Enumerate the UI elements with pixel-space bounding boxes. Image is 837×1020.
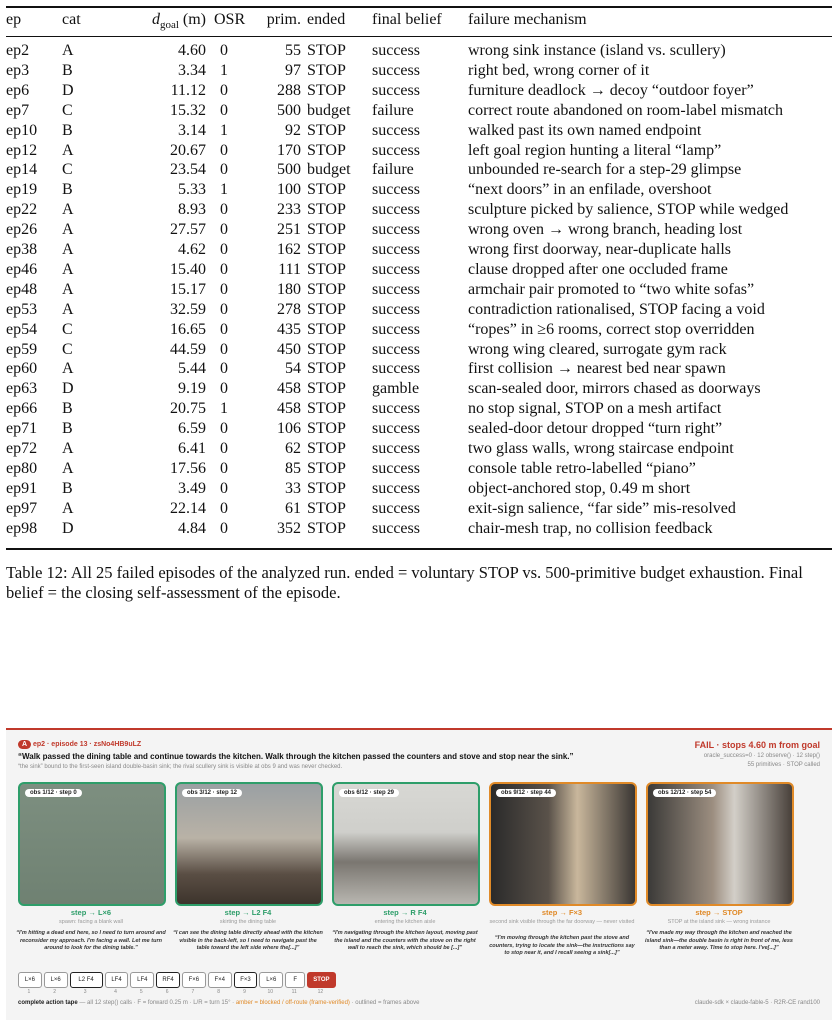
tape-step-number: 11 (291, 989, 297, 995)
figure-header: A ep2 · episode 13 · zsNo4HB9uLZ (18, 740, 141, 749)
tape-step-number: 9 (243, 989, 246, 995)
cell-failure: wrong first doorway, near-duplicate halls (468, 241, 731, 258)
table-header-rule (6, 36, 832, 37)
cell-prim: 180 (277, 280, 301, 298)
cell-prim: 500 (277, 161, 301, 179)
cell-failure: correct route abandoned on room-label mismatch (468, 101, 783, 119)
cell-ended: STOP (307, 320, 346, 338)
cell-osr: 0 (220, 499, 228, 517)
header-prim: prim. (266, 11, 301, 28)
cell-ep: ep54 (6, 320, 38, 338)
cell-final-belief: success (372, 121, 420, 139)
cell-ended: STOP (307, 420, 346, 438)
frame-tag: obs 1/12 · step 0 (25, 789, 82, 797)
cell-cat: B (62, 400, 73, 418)
table-row (6, 121, 832, 141)
cell-ended: STOP (307, 459, 346, 477)
cell-cat: D (62, 380, 74, 398)
cell-failure: two glass walls, wrong staircase endpoint (468, 440, 734, 457)
cell-final-belief: success (372, 300, 420, 318)
frame-tag: obs 3/12 · step 12 (182, 789, 242, 797)
cell-failure: furniture deadlock → decoy “outdoor foyer” (468, 81, 754, 99)
tape-step: RF4 (156, 972, 180, 988)
cell-prim: 435 (277, 320, 301, 338)
cell-prim: 170 (277, 141, 301, 159)
cell-ended: STOP (307, 280, 346, 298)
tape-step: STOP (307, 972, 335, 988)
cell-prim: 278 (277, 300, 301, 318)
cell-dgoal: 20.75 (170, 400, 206, 418)
cell-dgoal: 4.84 (178, 519, 206, 537)
cell-ep: ep14 (6, 161, 38, 179)
cell-osr: 0 (220, 221, 228, 239)
cell-ended: STOP (307, 42, 346, 59)
cell-prim: 33 (285, 479, 301, 497)
figure-top-rule (6, 728, 832, 730)
header-ep: ep (6, 11, 22, 28)
frame-step-label: step → STOP (695, 908, 743, 917)
cell-cat: D (62, 519, 74, 537)
cell-dgoal: 15.17 (170, 280, 206, 298)
cell-cat: A (62, 221, 74, 239)
cell-dgoal: 4.60 (178, 42, 206, 59)
table-row (6, 359, 832, 379)
cell-prim: 106 (277, 420, 301, 438)
cell-dgoal: 20.67 (170, 141, 206, 159)
cell-prim: 162 (277, 241, 301, 258)
table-row (6, 260, 832, 280)
cell-prim: 55 (285, 42, 301, 59)
cell-prim: 458 (277, 380, 301, 398)
frame-note: spawn: facing a blank wall (59, 919, 123, 925)
tape-step: F×3 (234, 972, 258, 988)
cell-dgoal: 9.19 (178, 380, 206, 398)
cell-ended: STOP (307, 300, 346, 318)
cell-failure: armchair pair promoted to “two white sofas” (468, 280, 755, 298)
tape-step-number: 3 (83, 989, 87, 995)
frame-step-label: step → L2 F4 (224, 908, 272, 917)
cell-ep: ep63 (6, 380, 38, 398)
cell-prim: 62 (285, 440, 301, 457)
cell-osr: 0 (220, 459, 228, 477)
cell-cat: B (62, 420, 73, 438)
cell-ended: STOP (307, 440, 346, 457)
frame-tag: obs 9/12 · step 44 (496, 789, 556, 797)
cell-ep: ep59 (6, 340, 38, 358)
tape-step-number: 12 (317, 989, 324, 995)
cell-prim: 97 (285, 61, 301, 79)
cell-final-belief: success (372, 440, 420, 457)
cell-ep: ep46 (6, 260, 38, 278)
cell-cat: C (62, 101, 73, 119)
cell-dgoal: 27.57 (170, 221, 206, 239)
cell-prim: 450 (277, 340, 301, 358)
cell-cat: A (62, 459, 74, 477)
frame-note: STOP at the island sink — wrong instance (667, 919, 771, 925)
tape-step: L2 F4 (70, 972, 103, 988)
cell-osr: 0 (220, 161, 228, 179)
figure-footer-right: claude-sdk × claude-fable-5 · R2R-CE rand100 (694, 1000, 820, 1006)
cell-osr: 0 (220, 360, 228, 378)
table-top-rule (6, 6, 832, 8)
cell-final-belief: success (372, 181, 420, 199)
cell-final-belief: success (372, 519, 420, 537)
cell-cat: C (62, 320, 73, 338)
cell-cat: B (62, 121, 73, 139)
frame-quote: “I can see the dining table directly ahead with the kitchen visible in the back-left, so I need to navigate past the table toward the left side where the[...]” (173, 930, 323, 951)
cell-failure: wrong wing cleared, surrogate gym rack (468, 340, 727, 358)
cell-failure: left goal region hunting a literal “lamp” (468, 141, 722, 159)
cell-ended: STOP (307, 121, 346, 139)
tape-step: L×6 (44, 972, 68, 988)
cell-final-belief: success (372, 280, 420, 298)
table-row (6, 160, 832, 180)
cell-cat: A (62, 201, 74, 219)
cell-ended: STOP (307, 499, 346, 517)
cell-cat: A (62, 141, 74, 159)
cell-final-belief: success (372, 260, 420, 278)
table-row (6, 479, 832, 499)
cell-final-belief: success (372, 459, 420, 477)
cell-osr: 0 (220, 201, 228, 219)
cell-osr: 0 (220, 479, 228, 497)
cell-cat: C (62, 161, 73, 179)
cell-ended: STOP (307, 340, 346, 358)
cell-dgoal: 3.49 (178, 479, 206, 497)
table-header (6, 10, 832, 30)
category-badge: A (18, 740, 31, 749)
cell-ep: ep98 (6, 519, 38, 537)
cell-ep: ep60 (6, 360, 38, 378)
table-row (6, 439, 832, 459)
cell-ended: STOP (307, 260, 346, 278)
cell-dgoal: 6.59 (178, 420, 206, 438)
cell-final-belief: success (372, 61, 420, 79)
cell-failure: clause dropped after one occluded frame (468, 260, 728, 278)
cell-cat: B (62, 479, 73, 497)
cell-prim: 288 (277, 81, 301, 99)
cell-dgoal: 17.56 (170, 459, 206, 477)
cell-final-belief: success (372, 420, 420, 438)
tape-step: L×6 (259, 972, 283, 988)
cell-dgoal: 5.44 (178, 360, 206, 378)
cell-cat: A (62, 440, 74, 457)
cell-ep: ep19 (6, 181, 38, 199)
cell-ep: ep6 (6, 81, 30, 99)
cell-prim: 500 (277, 101, 301, 119)
cell-osr: 0 (220, 81, 228, 99)
episode-figure (6, 728, 832, 1020)
table-row (6, 81, 832, 101)
cell-final-belief: success (372, 81, 420, 99)
frame-thumbnail (18, 782, 166, 906)
frame-thumbnail (332, 782, 480, 906)
cell-cat: A (62, 260, 74, 278)
cell-ended: budget (307, 161, 351, 179)
cell-failure: wrong oven → wrong branch, heading lost (468, 221, 743, 239)
cell-ended: STOP (307, 400, 346, 418)
frame-quote: “I've made my way through the kitchen and reached the island sink—the double basin is right in front of me, less than a meter away. Time to stop here. I've[...]” (645, 930, 793, 951)
frame-step-label: step → R F4 (383, 908, 427, 917)
cell-ep: ep26 (6, 221, 38, 239)
tape-step: F (285, 972, 305, 988)
cell-dgoal: 32.59 (170, 300, 206, 318)
cell-prim: 54 (285, 360, 301, 378)
cell-ep: ep3 (6, 61, 30, 79)
cell-ended: STOP (307, 201, 346, 219)
cell-failure: exit-sign salience, “far side” mis-resolved (468, 499, 736, 517)
frame-thumbnail (489, 782, 637, 906)
cell-ended: STOP (307, 221, 346, 239)
header-final-belief: final belief (372, 11, 442, 28)
tape-step: LF4 (105, 972, 129, 988)
cell-ep: ep66 (6, 400, 38, 418)
cell-ended: STOP (307, 519, 346, 537)
table-row (6, 200, 832, 220)
cell-osr: 0 (220, 519, 228, 537)
cell-final-belief: success (372, 340, 420, 358)
table-row (6, 41, 832, 61)
cell-final-belief: success (372, 400, 420, 418)
cell-dgoal: 15.40 (170, 260, 206, 278)
table-row (6, 300, 832, 320)
cell-prim: 111 (278, 260, 301, 278)
cell-cat: A (62, 280, 74, 298)
cell-dgoal: 4.62 (178, 241, 206, 258)
table-row (6, 459, 832, 479)
tape-step: L×6 (18, 972, 42, 988)
table-row (6, 399, 832, 419)
frame-tag: obs 12/12 · step 54 (653, 789, 716, 797)
table-row (6, 379, 832, 399)
cell-osr: 0 (220, 280, 228, 298)
cell-final-belief: success (372, 201, 420, 219)
tape-step-number: 6 (165, 989, 169, 995)
cell-final-belief: success (372, 479, 420, 497)
cell-osr: 1 (220, 400, 228, 418)
cell-dgoal: 23.54 (170, 161, 206, 179)
cell-dgoal: 5.33 (178, 181, 206, 199)
cell-final-belief: gamble (372, 380, 420, 398)
tape-step-number: 7 (191, 989, 195, 995)
cell-prim: 92 (285, 121, 301, 139)
tape-step: F×6 (182, 972, 206, 988)
cell-dgoal: 16.65 (170, 320, 206, 338)
cell-failure: “next doors” in an enfilade, overshoot (468, 181, 712, 199)
oracle-summary: oracle_success=0 · 12 observe() · 12 step() 55 primitives · STOP called (703, 753, 820, 768)
table-row (6, 499, 832, 519)
cell-failure: sculpture picked by salience, STOP while wedged (468, 201, 789, 219)
cell-prim: 61 (285, 499, 301, 517)
cell-dgoal: 3.34 (178, 61, 206, 79)
cell-prim: 100 (277, 181, 301, 199)
cell-ep: ep48 (6, 280, 38, 298)
cell-final-belief: success (372, 42, 420, 59)
cell-osr: 0 (220, 141, 228, 159)
cell-failure: console table retro-labelled “piano” (468, 459, 696, 477)
cell-osr: 0 (220, 241, 228, 258)
cell-final-belief: success (372, 320, 420, 338)
cell-ep: ep10 (6, 121, 38, 139)
cell-osr: 0 (220, 320, 228, 338)
cell-prim: 233 (277, 201, 301, 219)
cell-cat: A (62, 499, 74, 517)
header-ended: ended (307, 11, 346, 28)
cell-osr: 0 (220, 260, 228, 278)
table-row (6, 240, 832, 260)
cell-dgoal: 3.14 (178, 121, 206, 139)
cell-osr: 0 (220, 420, 228, 438)
cell-ep: ep97 (6, 499, 38, 517)
frame-quote: “I'm navigating through the kitchen layout, moving past the island and the counters with the stove on the right wall to reach the sink, which should be [...]” (332, 930, 478, 951)
cell-ended: STOP (307, 380, 346, 398)
cell-ep: ep2 (6, 42, 30, 59)
cell-failure: contradiction rationalised, STOP facing a void (468, 300, 765, 318)
fail-summary: FAIL · stops 4.60 m from goal (694, 740, 820, 750)
cell-final-belief: success (372, 241, 420, 258)
tape-step-number: 2 (53, 989, 57, 995)
frame-thumbnail (175, 782, 323, 906)
cell-failure: wrong sink instance (island vs. scullery) (468, 42, 726, 59)
cell-dgoal: 6.41 (178, 440, 206, 457)
cell-dgoal: 11.12 (170, 81, 206, 99)
tape-step-number: 10 (267, 989, 274, 995)
cell-final-belief: success (372, 360, 420, 378)
cell-failure: “ropes” in ≥6 rooms, correct stop overridden (468, 320, 755, 338)
cell-cat: A (62, 241, 74, 258)
table-row (6, 61, 832, 81)
table-row (6, 340, 832, 360)
tape-step: LF4 (130, 972, 154, 988)
frame-note: entering the kitchen aisle (374, 919, 436, 925)
instruction-subnote: “the sink” bound to the first-seen island double-basin sink; the rival scullery sink is visible at obs 9 and was never checked. (18, 764, 343, 770)
cell-ended: STOP (307, 61, 346, 79)
cell-ep: ep80 (6, 459, 38, 477)
cell-ended: STOP (307, 360, 346, 378)
cell-osr: 1 (220, 181, 228, 199)
cell-failure: right bed, wrong corner of it (468, 61, 650, 79)
cell-final-belief: failure (372, 161, 414, 179)
tape-step: F×4 (208, 972, 232, 988)
cell-ep: ep72 (6, 440, 38, 457)
cell-ep: ep53 (6, 300, 38, 318)
cell-failure: walked past its own named endpoint (468, 121, 702, 139)
cell-cat: C (62, 340, 73, 358)
cell-failure: no stop signal, STOP on a mesh artifact (468, 400, 722, 418)
table-row (6, 180, 832, 200)
tape-step-number: 1 (27, 989, 31, 995)
cell-cat: D (62, 81, 74, 99)
cell-cat: A (62, 42, 74, 59)
cell-osr: 0 (220, 101, 228, 119)
table-caption: Table 12: All 25 failed episodes of the analyzed run. ended = voluntary STOP vs. 500-primitive budget exhaustion. Final belief = the closing self-assessment of the episode. (6, 563, 803, 602)
figure-footer: complete action tape — all 12 step() calls · F = forward 0.25 m · L/R = turn 15° · amber = blocked / off-route (frame-verified) · outlined = frames above (18, 1000, 420, 1006)
cell-ended: budget (307, 101, 351, 119)
cell-osr: 0 (220, 340, 228, 358)
cell-final-belief: success (372, 221, 420, 239)
cell-failure: first collision → nearest bed near spawn (468, 360, 726, 378)
header-osr: OSR (214, 11, 246, 28)
frame-thumbnail (646, 782, 794, 906)
cell-cat: B (62, 181, 73, 199)
frame-step-label: step → F×3 (541, 908, 583, 917)
tape-step-number: 8 (217, 989, 221, 995)
cell-final-belief: success (372, 499, 420, 517)
header-failure: failure mechanism (468, 11, 587, 28)
cell-ep: ep22 (6, 201, 38, 219)
cell-prim: 352 (277, 519, 301, 537)
cell-failure: chair-mesh trap, no collision feedback (468, 519, 713, 537)
cell-ended: STOP (307, 181, 346, 199)
table-row (6, 419, 832, 439)
cell-dgoal: 44.59 (170, 340, 206, 358)
frame-quote: “I'm hitting a dead end here, so I need to turn around and reconsider my approach. I'm facing a wall. Let me turn around to look for the dining table.” (16, 930, 166, 951)
cell-osr: 0 (220, 42, 228, 59)
frame-note: skirting the dining table (219, 919, 277, 925)
cell-osr: 1 (220, 61, 228, 79)
cell-final-belief: success (372, 141, 420, 159)
cell-ended: STOP (307, 241, 346, 258)
table-row (6, 519, 832, 539)
table-bottom-rule (6, 548, 832, 550)
cell-ep: ep12 (6, 141, 38, 159)
cell-cat: A (62, 300, 74, 318)
header-dgoal: $d_{goal}$ (m) (151, 11, 206, 32)
table-row (6, 280, 832, 300)
cell-failure: unbounded re-search for a step-29 glimpse (468, 161, 742, 179)
cell-final-belief: failure (372, 101, 414, 119)
cell-prim: 251 (277, 221, 301, 239)
cell-dgoal: 15.32 (170, 101, 206, 119)
cell-ended: STOP (307, 141, 346, 159)
cell-ep: ep7 (6, 101, 30, 119)
cell-osr: 0 (220, 380, 228, 398)
cell-cat: A (62, 360, 74, 378)
cell-ep: ep91 (6, 479, 38, 497)
header-cat: cat (62, 11, 81, 28)
cell-osr: 0 (220, 300, 228, 318)
cell-failure: object-anchored stop, 0.49 m short (468, 479, 691, 497)
cell-prim: 458 (277, 400, 301, 418)
cell-ended: STOP (307, 81, 346, 99)
tape-step-number: 4 (114, 989, 117, 995)
cell-prim: 85 (285, 459, 301, 477)
cell-failure: scan-sealed door, mirrors chased as doorways (468, 380, 761, 398)
cell-dgoal: 22.14 (170, 499, 206, 517)
table-row (6, 101, 832, 121)
cell-ep: ep38 (6, 241, 38, 258)
instruction-text: “Walk passed the dining table and continue towards the kitchen. Walk through the kitchen passed the counters and stove and stop near the sink.” (18, 752, 574, 761)
frame-tag: obs 6/12 · step 29 (339, 789, 399, 797)
cell-osr: 1 (220, 121, 228, 139)
cell-cat: B (62, 61, 73, 79)
table-row (6, 141, 832, 161)
table-row (6, 320, 832, 340)
tape-step-number: 5 (139, 989, 143, 995)
table-row (6, 220, 832, 240)
cell-dgoal: 8.93 (178, 201, 206, 219)
frame-step-label: step → L×6 (70, 908, 112, 917)
cell-ended: STOP (307, 479, 346, 497)
cell-failure: sealed-door detour dropped “turn right” (468, 420, 723, 438)
frame-note: second sink visible through the far doorway — never visited (489, 919, 635, 925)
cell-osr: 0 (220, 440, 228, 457)
cell-ep: ep71 (6, 420, 38, 438)
frame-quote: “I'm moving through the kitchen past the stove and counters, trying to locate the sink—the instructions say to stop near it, and I recall seeing a sink[...]” (489, 935, 635, 956)
